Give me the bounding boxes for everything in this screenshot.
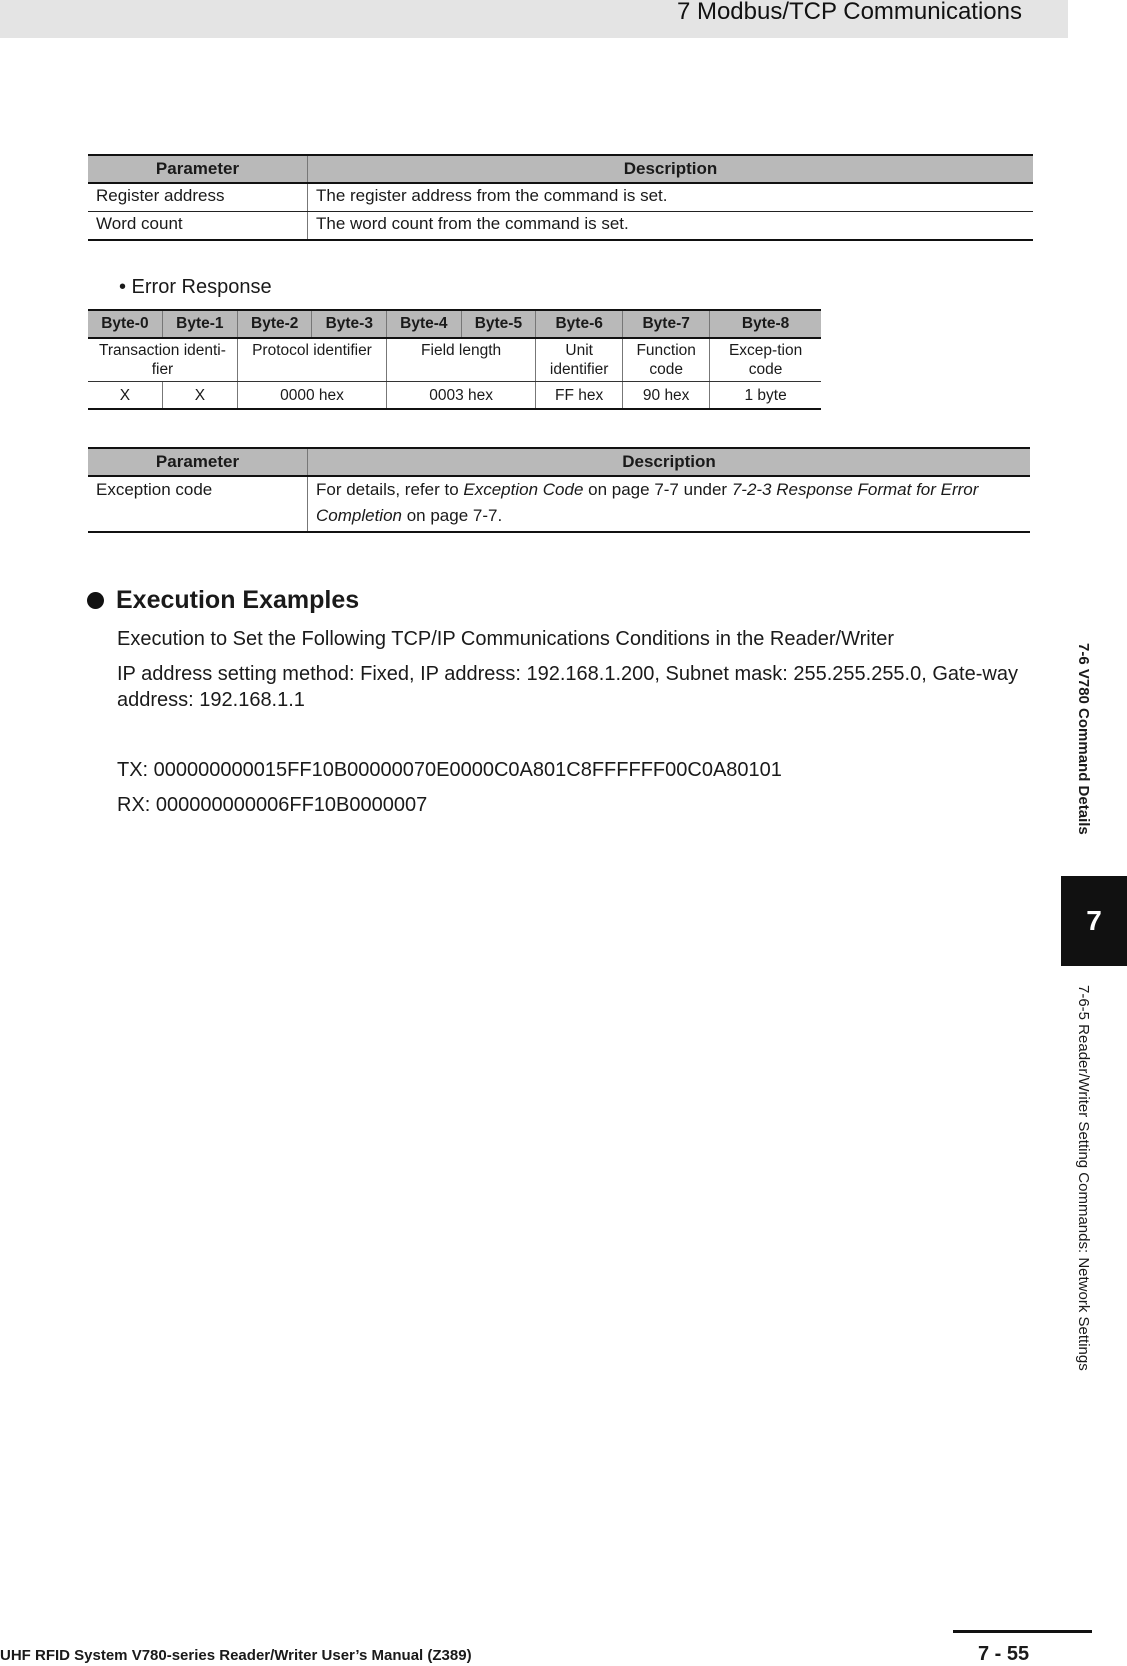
error-response-bullet: • Error Response <box>119 276 272 298</box>
field-cell: Function code <box>623 338 710 382</box>
bullet-dot-icon <box>87 592 104 609</box>
param-cell: Exception code <box>88 476 308 532</box>
execution-intro: Execution to Set the Following TCP/IP Communications Conditions in the Reader/Writer <box>117 628 895 650</box>
desc-cell: The register address from the command is set. <box>308 183 1034 212</box>
chapter-tab: 7 <box>1061 876 1127 966</box>
value-cell: 90 hex <box>623 382 710 410</box>
table-header-parameter: Parameter <box>88 448 308 476</box>
side-section-label: 7-6 V780 Command Details <box>1075 643 1092 835</box>
execution-examples-heading <box>87 586 359 615</box>
byte-header: Byte-8 <box>710 310 821 338</box>
field-cell: Excep-tion code <box>710 338 821 382</box>
parameter-table-registers <box>88 154 1033 241</box>
header-band <box>0 0 1068 38</box>
desc-text: For details, refer to <box>316 480 464 499</box>
value-cell: X <box>88 382 162 410</box>
table-header-parameter: Parameter <box>88 155 308 183</box>
desc-text: on page 7-7. <box>402 506 503 525</box>
error-response-byte-table <box>88 309 821 410</box>
table-row <box>88 212 1033 241</box>
field-cell: Protocol identifier <box>237 338 386 382</box>
parameter-table-exception <box>88 447 1030 533</box>
byte-header: Byte-3 <box>312 310 387 338</box>
table-header-description: Description <box>308 155 1034 183</box>
byte-header: Byte-1 <box>162 310 237 338</box>
value-cell: FF hex <box>536 382 623 410</box>
value-cell: 0003 hex <box>387 382 536 410</box>
field-row <box>88 338 821 382</box>
field-cell: Unit identifier <box>536 338 623 382</box>
tx-command: TX: 000000000015FF10B00000070E0000C0A801C8FFFFFF00C0A80101 <box>117 759 782 781</box>
value-cell: X <box>162 382 237 410</box>
execution-settings: IP address setting method: Fixed, IP address: 192.168.1.200, Subnet mask: 255.255.255.0, Gate-way address: 192.168.1.1 <box>117 663 1018 711</box>
byte-header: Byte-7 <box>623 310 710 338</box>
field-cell: Transaction identi-fier <box>88 338 237 382</box>
byte-header: Byte-5 <box>461 310 536 338</box>
table-row <box>88 183 1033 212</box>
cross-reference-link[interactable]: 7-2-3 Response Format for Error Completion <box>316 480 979 525</box>
table-row <box>88 476 1030 532</box>
field-cell: Field length <box>387 338 536 382</box>
byte-header: Byte-0 <box>88 310 162 338</box>
desc-text: on page 7-7 under <box>583 480 732 499</box>
footer-manual-title: UHF RFID System V780-series Reader/Writer User’s Manual (Z389) <box>0 1647 472 1664</box>
cross-reference-link[interactable]: Exception Code <box>463 480 584 499</box>
value-row <box>88 382 821 410</box>
side-subsection-label: 7-6-5 Reader/Writer Setting Commands: Network Settings <box>1075 985 1092 1371</box>
param-cell: Word count <box>88 212 308 241</box>
value-cell: 1 byte <box>710 382 821 410</box>
chapter-header-title: 7 Modbus/TCP Communications <box>676 0 1022 25</box>
desc-cell: The word count from the command is set. <box>308 212 1034 241</box>
table-header-description: Description <box>308 448 1031 476</box>
byte-header: Byte-2 <box>237 310 312 338</box>
byte-header: Byte-4 <box>387 310 462 338</box>
byte-header: Byte-6 <box>536 310 623 338</box>
section-title: Execution Examples <box>116 586 360 614</box>
value-cell: 0000 hex <box>237 382 386 410</box>
page-number: 7 - 55 <box>978 1643 1030 1665</box>
footer-rule <box>953 1630 1092 1633</box>
param-cell: Register address <box>88 183 308 212</box>
rx-response: RX: 000000000006FF10B0000007 <box>117 794 428 816</box>
desc-cell <box>308 476 1031 532</box>
